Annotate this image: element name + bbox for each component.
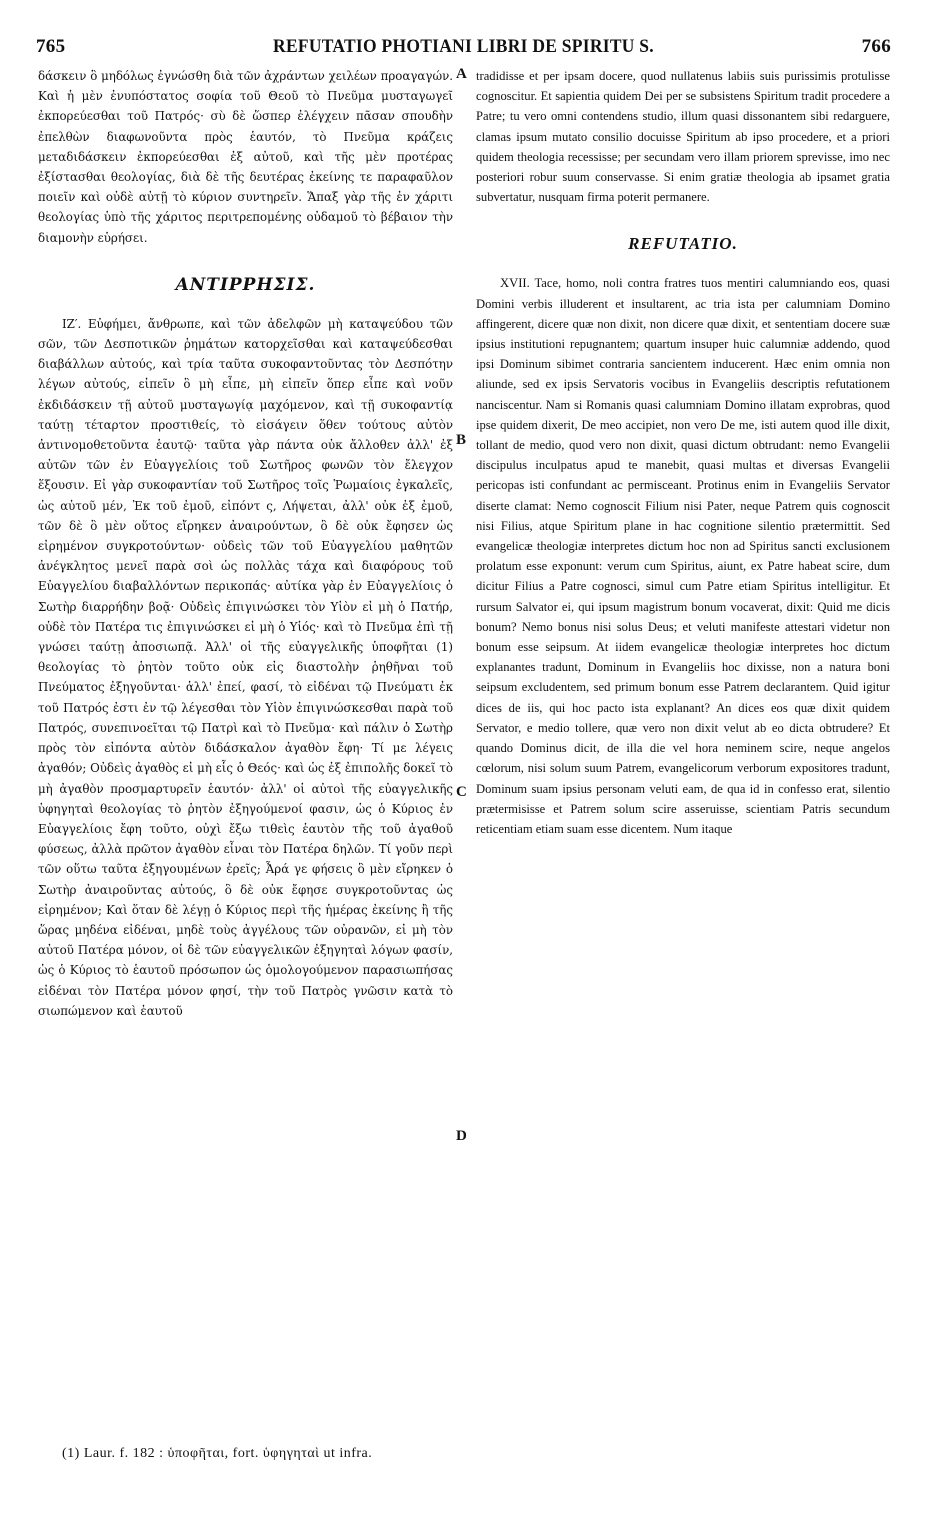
page-number-left: 765 [36,36,66,57]
margin-letter-c: C [456,784,467,800]
running-title: REFUTATIO PHOTIANI LIBRI DE SPIRITU S. [273,36,654,57]
greek-column [38,66,453,1021]
latin-body-paragraph: XVII. Tace, homo, noli contra fratres tuos mentiri calumniando eos, quasi Domini verbis illuderent et insultarent, ac tria ista per calumniam Domino affingerent, dicere quæ non dixit, non dicere quæ dixit, et sententiam docere suæ ipsius institutioni repugnantem; quartum insuper huic calumniæ addendo, quod ipsi Dominum sibimet contraria sancientem inducerent. Hæc enim omnia non aliunde, sed ex ipsis Servatoris vocibus in Evangeliis descriptis refutationem nanciscentur. Nam si Romanis quasi calumniam Domino illatam exprobras, quod ipse quidem dixerit, De meo accipiet, non vero De me, isti autem quod ille dixit, tollant de medio, quod vero non dixit, quasi dictum obtrudant: nemo Evangelii discipulus inculpatus apud te manebit, quasi multas et diversas Evangelii pericopas isti confundant ac permisceant. Protinus enim in Evangeliis Servator diserte clamat: Nemo cognoscit Filium nisi Pater, neque Patrem quis cognoscit nisi Filius, atque Spiritum plane in hac cognitione silentio prætermittit. Sed evangelicæ theologiæ interpretes dictum hoc non ad Spiritus sancti exclusionem prolatum esse exponunt: verum cum Spiritus, aiunt, ex Patre habeat scire, dum dicitur Filius a Patre cognosci, simul cum Patre etiam Spiritus intelligitur. Et rursum Salvator ei, qui ipsum magistrum bonum vocaverat, dixit: Quid me dicis bonum? Nemo bonus nisi solus Deus; et veluti manifeste attestari videtur non bonum esse seipsum. At iidem evangelicæ theologiæ interpretes hoc dictum explanantes tradunt, Dominum in Evangeliis hoc dixisse, non a natura boni seipsum excludentem, sed primum bonum esse Patrem declarantem. Quid igitur dices de iis, qui hoc pacto ista explanant? An dices eos quæ dixit quidem Servator, e medio tollere, quæ vero non dixit velut ab eo dicta obtrudere? Et quando Dominus dicit, de illa die vel hora neminem scire, neque angelos cœlorum, nisi solum suum Patrem, evangelicorum verborum expositores tradunt, Dominum suam ipsius personam veluti eam, de qua id in confesso erat, silentio prætermisisse et Patrem solum scire asseruisse, scientiam Patris secundum reticentiam etiam suam esse dicentem. Num itaque [476,276,890,836]
greek-body-paragraph: ΙΖ′. Εὐφήμει, ἄνθρωπε, καὶ τῶν ἀδελφῶν μὴ καταψεύδου τῶν σῶν, τῶν Δεσποτικῶν ῥημάτων κατορχεῖσθαι καὶ καταψεύδεσθαι διαβάλλων αὐτούς, καὶ τρία ταῦτα συκοφαντοῦντας τὸν Δεσπότην λέγων αὐτούς, εἰπεῖν ὃ μὴ εἶπε, μὴ εἰπεῖν ὅπερ εἶπε καὶ νοῦν ἐκδιδάσκειν τῇ αὐτοῦ μυσταγωγίᾳ μαχόμενον, καὶ τῇ συκοφαντίᾳ ταύτῃ τέταρτον προστιθείς, τὸ εἰσάγειν ὅθεν τούτους αὐτὸν ἀντινομοθετοῦντα ἑαυτῷ· ταῦτα γὰρ πάντα οὐκ ἄλλοθεν ἀλλ' ἐξ αὐτῶν τῶν ἐν Εὐαγγελίοις τοῦ Σωτῆρος φωνῶν τὸν ἔλεγχον ἕξουσιν. Εἰ γὰρ συκοφαντίαν τοῦ Σωτῆρος τοῖς Ῥωμαίοις ἐγκαλεῖς, ὡς αὐτοῦ μέν, Ἐκ τοῦ ἐμοῦ, εἰπόντ ς, Λήψεται, ἀλλ' οὐκ ἐξ ἐμοῦ, τῶν δὲ ὃ μὲν οὕτος εἴρηκεν ἀναιρούντων, ὃ δὲ οὐκ ἔφησεν ὡς εἰρημένον συγκροτούντων· οὐδεὶς τῶν τοῦ Εὐαγγελίου μαθητῶν ἀνέγκλητος μενεῖ παρὰ σοὶ ὡς πολλὰς τάχα καὶ διαφόρους τοῦ Εὐαγγελίου διαβαλλόντων περικοπάς· αὐτίκα γὰρ ἐν Εὐαγγελίοις ὁ Σωτὴρ διαρρήδην βοᾷ· Οὐδεὶς ἐπιγινώσκει τὸν Υἱὸν εἰ μὴ ὁ Πατήρ, οὐδὲ τὸν Πατέρα τις ἐπιγινώσκει εἰ μὴ ὁ Υἱός· καὶ τὸ Πνεῦμα ἐπὶ τῇ γνώσει ταύτῃ ἀποσιωπᾷ. Ἀλλ' οἱ τῆς εὐαγγελικῆς ὑποφῆται (1) θεολογίας τὸ ῥητὸν τοῦτο οὐκ εἰς διαστολὴν ῥηθῆναι τοῦ Πνεύματος ἐξηγοῦνται· ἀλλ' ἐπεί, φασί, τὸ εἰδέναι τῷ Πνεύματι ἐκ τοῦ Πατρός ἐστι ἐν τῷ λέγεσθαι τὸν Υἱὸν ἐπιγινώσκεσθαι παρὰ τοῦ Πατρός, συνεπινοεῖται τῷ Πατρὶ καὶ τὸ Πνεῦμα· καὶ πάλιν ὁ Σωτὴρ πρὸς τὸν εἰπόντα αὐτὸν διδάσκαλον ἀγαθὸν ἔφη· Τί με λέγεις ἀγαθόν; Οὐδεὶς ἀγαθὸς εἰ μὴ εἷς ὁ Θεός· καὶ ὡς ἐξ ἐπιπολῆς δοκεῖ τὸ μὴ ἀγαθὸν προσμαρτυρεῖν ἑαυτόν· ἀλλ' οἱ αὐτοὶ τῆς εὐαγγελικῆς ὑφηγηταὶ θεολογίας τὸ ῥητὸν ἐξηγούμενοί φασιν, ὡς ὁ Κύριος ἐν Εὐαγγελίοις ἔφη τοῦτο, οὐχὶ ἔξω τιθεὶς ἑαυτὸν τῆς τοῦ ἀγαθοῦ φύσεως, ἀλλὰ πρῶτον ἀγαθὸν εἶναι τὸν Πατέρα δηλῶν. Τί γοῦν περὶ τῶν οὕτω ταῦτα ἐξηγουμένων ἐρεῖς; Ἆρά γε φήσεις ὃ μὲν εἴρηκεν ὁ Σωτὴρ ἀναιροῦντας αὐτούς, ὃ δὲ οὐκ ἔφησε συγκροτοῦντας ὡς εἰρημένον; Καὶ ὅταν δὲ λέγῃ ὁ Κύριος περὶ τῆς ἡμέρας ἐκείνης ἢ τῆς ὥρας μηδένα εἰδέναι, μηδὲ τοὺς ἀγγέλους τῶν οὐρανῶν, εἰ μὴ τὸν αὐτοῦ Πατέρα μόνον, οἱ δὲ τῶν εὐαγγελικῶν ἐξηγηταὶ λόγων φασίν, ὡς ὁ Κύριος τὸ ἑαυτοῦ πρόσωπον ὡς ὁμολογούμενον παρασιωπήσας εἰδέναι τὸν Πατέρα μόνον φησί, τὴν τοῦ Πατρὸς γνῶσιν κατὰ τὸ σιωπώμενον καὶ ἑαυτοῦ [38,316,454,1018]
greek-section-title: ΑΝΤΙΡΡΗΣΙΣ. [175,274,316,295]
margin-letter-d: D [456,1128,467,1144]
latin-top-paragraph: tradidisse et per ipsam docere, quod nullatenus labiis suis purissimis protulisse cognoscitur. Et sapientia quidem Dei per se subsistens Spiritum tradit procedere a Patre; tu vero omni contendens studio, illum quasi dissonantem sibi redarguere, clamas ipsum mutato consilio docuisse Spiritum ab ipso procedere, et a priori quidem theologia recessisse; per secundam vero illam priorem sprevisse, imo nec posteriori robur suum conservasse. Si enim gratiæ theologia ab ipsamet gratia subvertatur, nusquam firma poterit permanere. [476,69,890,205]
greek-top-paragraph: δάσκειν ὃ μηδόλως ἐγνώσθη διὰ τῶν ἀχράντων χειλέων προαγαγών. Καὶ ἡ μὲν ἐνυπόστατος σοφία τοῦ Θεοῦ τὸ Πνεῦμα μυσταγωγεῖ ἐκπορεύεσθαι τοῦ Πατρός· σὺ δὲ ὥσπερ ἐλέγχειν πᾶσαν σπουδὴν ἐπελθὼν διαφωνοῦντα πρὸς ἑαυτόν, τὸ Πνεῦμα κράζεις μεταδιδάσκειν ἐκπορεύεσθαι ἐξ αὐτοῦ, καὶ τῆς μὲν προτέρας ἐξίστασθαι θεολογίας, διὰ δὲ τῆς δευτέρας ἐκείνης τε παραφαῦλον ποιεῖν καὶ οὐδὲ αὐτῇ τὸ κύριον συντηρεῖν. Ἅπαξ γὰρ τῆς ἐν χάριτι θεολογίας ὑπὸ τῆς χάριτος περιτρεπομένης οὐδαμοῦ τὸ βέβαιον τὴν διαμονὴν εὑρήσει. [38,69,453,245]
latin-column [476,66,890,839]
latin-section-title: REFUTATIO. [628,234,738,254]
margin-letter-a: A [456,66,467,82]
page-number-right: 766 [861,36,891,57]
margin-letter-b: B [456,432,467,448]
page-header [36,36,891,60]
footnote: (1) Laur. f. 182 : ὑποφῆται, fort. ὑφηγηταὶ ut infra. [62,1446,373,1461]
